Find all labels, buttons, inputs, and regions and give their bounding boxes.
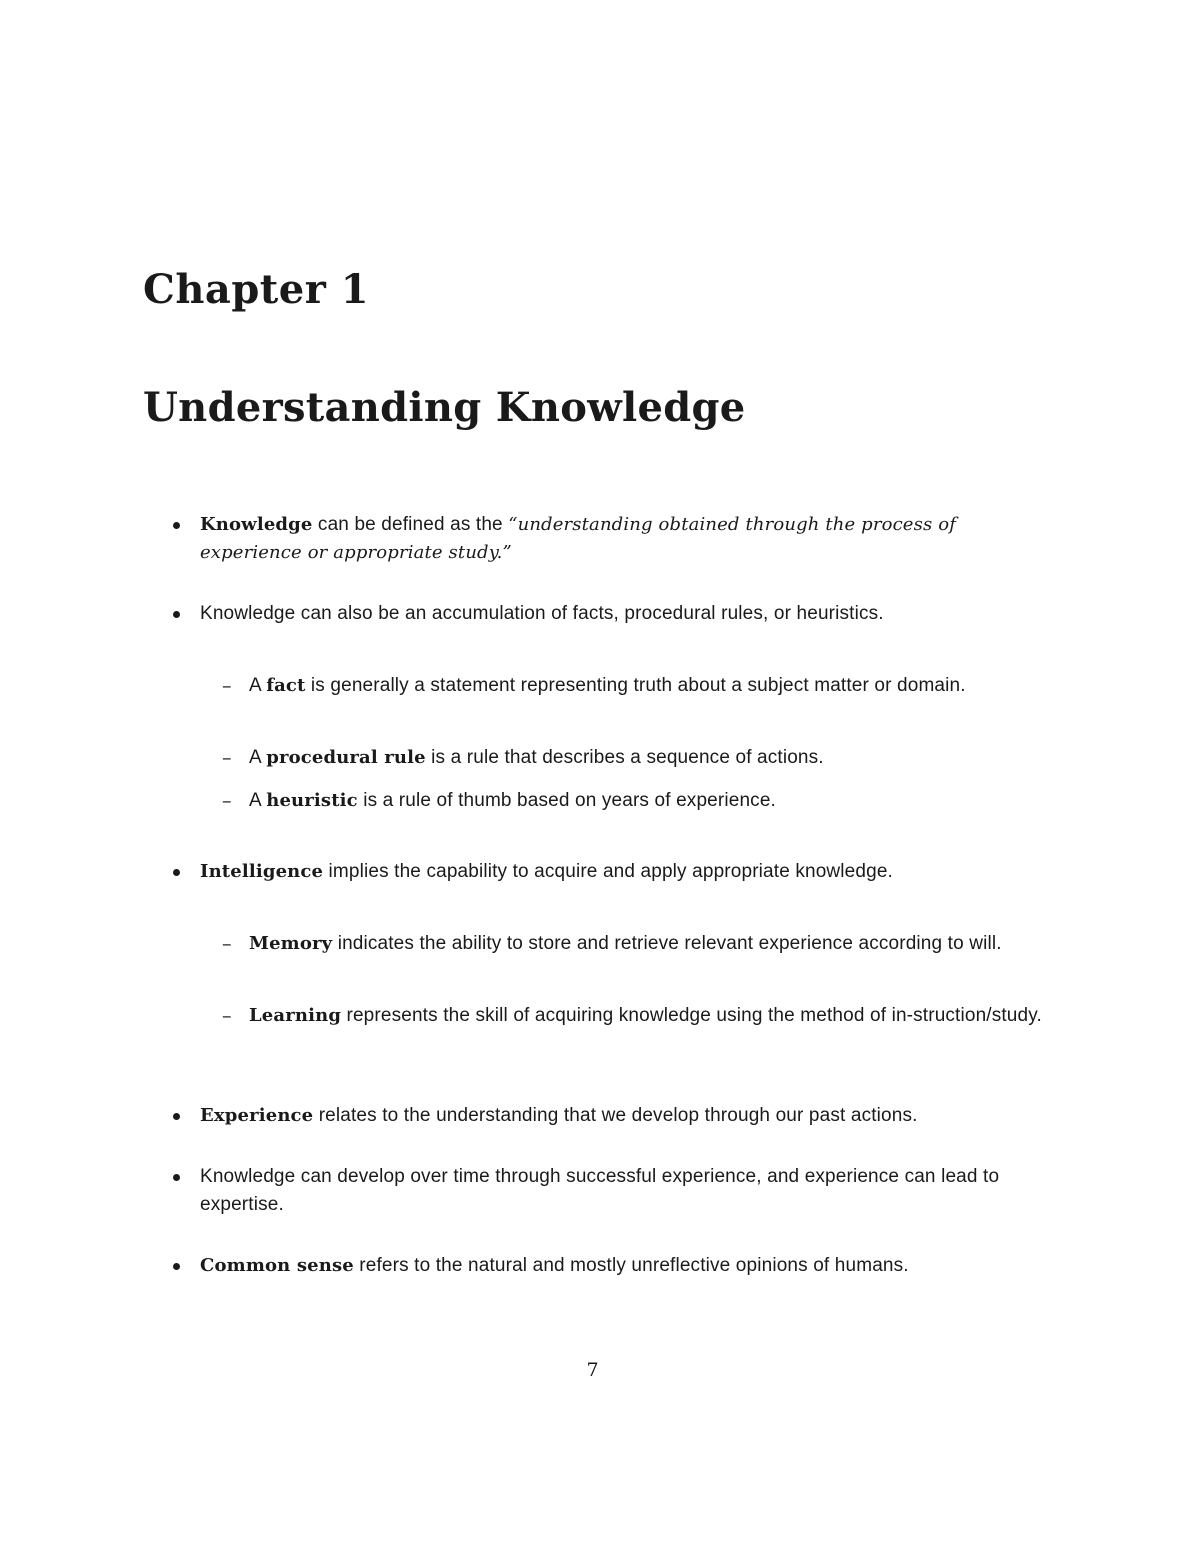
term-common-sense: Common sense xyxy=(200,1255,354,1276)
sub-item-procedural-rule xyxy=(222,744,1049,772)
item-text: is a rule that describes a sequence of actions. xyxy=(425,747,824,768)
bullet-icon xyxy=(173,1113,180,1120)
item-text: can be defined as the xyxy=(312,514,509,535)
dash-marker: – xyxy=(222,675,232,697)
term-heuristic: heuristic xyxy=(266,790,358,811)
page-number: 7 xyxy=(586,1359,599,1381)
dash-marker: – xyxy=(222,1005,232,1027)
item-lead: A xyxy=(249,747,267,768)
item-text: indicates the ability to store and retrieve relevant experience according to will. xyxy=(332,933,1002,954)
term-experience: Experience xyxy=(200,1105,314,1126)
item-text: relates to the understanding that we develop through our past actions. xyxy=(313,1105,918,1126)
term-memory: Memory xyxy=(249,933,333,954)
term-learning: Learning xyxy=(249,1005,342,1026)
term-fact: fact xyxy=(266,675,306,696)
item-lead: A xyxy=(249,675,267,696)
list-item-knowledge-definition xyxy=(200,511,1050,567)
term-knowledge: Knowledge xyxy=(200,514,313,535)
item-text: is a rule of thumb based on years of experience. xyxy=(357,790,776,811)
term-procedural-rule: procedural rule xyxy=(266,747,426,768)
sub-item-heuristic xyxy=(222,787,1049,815)
item-text: Knowledge can develop over time through successful experience, and experience can lead to expertise. xyxy=(200,1166,1000,1215)
sub-item-memory xyxy=(222,930,1049,958)
chapter-title: Understanding Knowledge xyxy=(143,384,746,431)
item-text: Knowledge can also be an accumulation of facts, procedural rules, or heuristics. xyxy=(200,603,884,624)
list-item-accumulation xyxy=(200,600,1050,628)
chapter-label: Chapter 1 xyxy=(143,266,370,313)
list-item-expertise xyxy=(200,1163,1050,1219)
dash-marker: – xyxy=(222,933,232,955)
item-text: is generally a statement representing truth about a subject matter or domain. xyxy=(305,675,966,696)
item-text: implies the capability to acquire and apply appropriate knowledge. xyxy=(323,861,893,882)
bullet-icon xyxy=(173,522,180,529)
term-intelligence: Intelligence xyxy=(200,861,324,882)
item-text: refers to the natural and mostly unreflective opinions of humans. xyxy=(353,1255,909,1276)
list-item-experience xyxy=(200,1102,1050,1130)
bullet-icon xyxy=(173,1263,180,1270)
sub-item-learning xyxy=(222,1002,1049,1030)
bullet-icon xyxy=(173,869,180,876)
sub-item-fact xyxy=(222,672,1049,700)
dash-marker: – xyxy=(222,747,232,769)
quoted-definition: “understanding obtained through the process of experience or appropriate study.” xyxy=(200,514,957,563)
bullet-icon xyxy=(173,1174,180,1181)
item-text: represents the skill of acquiring knowledge using the method of in-struction/study. xyxy=(341,1005,1042,1026)
list-item-intelligence xyxy=(200,858,1050,886)
bullet-icon xyxy=(173,611,180,618)
dash-marker: – xyxy=(222,790,232,812)
item-lead: A xyxy=(249,790,267,811)
list-item-common-sense xyxy=(200,1252,1050,1280)
